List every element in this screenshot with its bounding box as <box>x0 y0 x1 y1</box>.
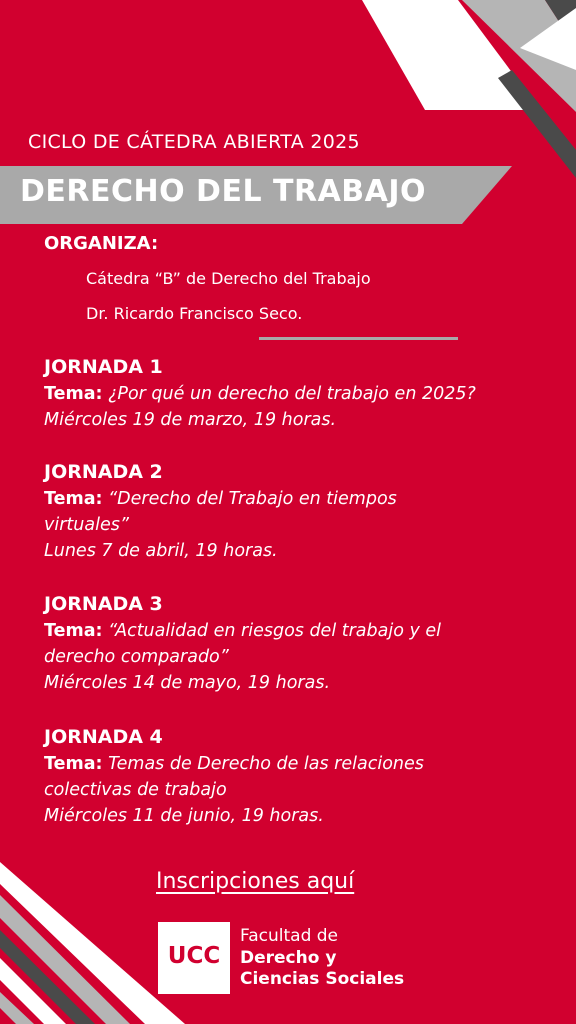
topic-label: Tema: <box>44 384 103 404</box>
jornada-1 <box>44 354 554 433</box>
registration-link[interactable]: Inscripciones aquí <box>156 869 355 894</box>
jornada-topic <box>44 381 554 407</box>
jornada-date: Miércoles 11 de junio, 19 horas. <box>44 806 324 826</box>
topic-label: Tema: <box>44 754 103 774</box>
jornada-3 <box>44 591 554 696</box>
page-title: DERECHO DEL TRABAJO <box>20 174 427 209</box>
topic-label: Tema: <box>44 489 103 509</box>
ucc-logo-text: UCC <box>167 943 221 969</box>
jornada-title: JORNADA 3 <box>44 593 163 615</box>
jornada-title: JORNADA 2 <box>44 461 163 483</box>
faculty-line-1: Facultad de <box>240 926 339 946</box>
jornada-topic <box>44 486 554 512</box>
organizer-chair: Cátedra “B” de Derecho del Trabajo <box>86 269 371 288</box>
organizer-person: Dr. Ricardo Francisco Seco. <box>86 304 303 323</box>
jornada-date: Miércoles 19 de marzo, 19 horas. <box>44 410 337 430</box>
divider <box>259 337 458 340</box>
topic-text: “Actualidad en riesgos del trabajo y el <box>108 621 442 641</box>
jornada-2 <box>44 459 554 564</box>
jornada-date: Lunes 7 de abril, 19 horas. <box>44 541 278 561</box>
topic-text: “Derecho del Trabajo en tiempos <box>108 489 397 509</box>
topic-text: ¿Por qué un derecho del trabajo en 2025? <box>108 384 476 404</box>
jornada-date: Miércoles 14 de mayo, 19 horas. <box>44 673 331 693</box>
jornada-title: JORNADA 1 <box>44 356 163 378</box>
topic-continuation: derecho comparado” <box>44 647 229 667</box>
jornada-4 <box>44 724 554 829</box>
faculty-line-3: Ciencias Sociales <box>240 969 405 989</box>
topic-text: Temas de Derecho de las relaciones <box>108 754 424 774</box>
organiza-label: ORGANIZA: <box>44 233 159 254</box>
topic-continuation: virtuales” <box>44 515 129 535</box>
cycle-subtitle: CICLO DE CÁTEDRA ABIERTA 2025 <box>28 131 360 153</box>
topic-continuation: colectivas de trabajo <box>44 780 227 800</box>
topic-label: Tema: <box>44 621 103 641</box>
jornada-title: JORNADA 4 <box>44 726 163 748</box>
faculty-line-2: Derecho y <box>240 948 337 968</box>
jornada-topic <box>44 751 554 777</box>
jornada-topic <box>44 618 554 644</box>
